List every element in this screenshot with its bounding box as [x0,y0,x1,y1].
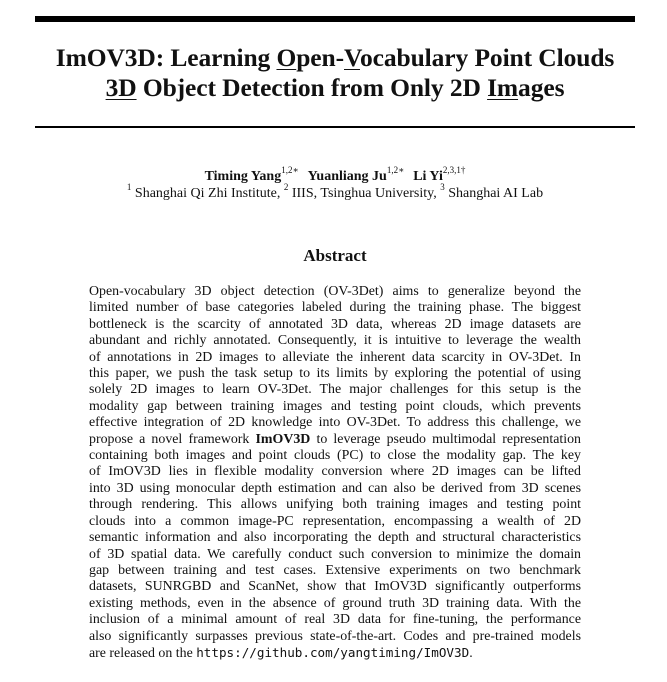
abstract-text: also significantly surpasses previous state-of-the-art. Codes and pre-trained models [89,628,581,644]
author-marks: 2,3,1† [442,165,466,176]
title-segment: ocabulary Point Clouds [359,43,615,72]
abstract-text: gap between training and test cases. Extensive experiments on two benchmark [89,562,581,578]
abstract-line [89,530,581,546]
abstract-line [89,612,581,628]
abstract-line [89,629,581,645]
abstract-text: are released on the [89,645,197,661]
affiliation-name: Shanghai Qi Zhi Institute, [134,186,281,201]
abstract-line [89,300,581,316]
abstract-line [89,579,581,595]
affiliation-mark: 2 [283,182,289,193]
abstract-line [89,284,581,300]
title-segment: Object Detection from Only 2D [136,73,488,102]
abstract-text: existing methods, even in the absence of ground truth 3D training data. With the [89,595,581,611]
abstract-line [89,547,581,563]
author-name: Li Yi [413,169,443,184]
abstract-text: containing both images and point clouds (PC) to close the modality gap. The key [89,448,581,464]
abstract-text: modality gap between training images and testing point clouds, which prevents [89,398,581,414]
title-line-1 [20,43,650,73]
affiliation-name: IIIS, Tsinghua University, [291,186,437,201]
abstract-text: semantic information and also incorporating the depth and structural characteristics [89,530,581,546]
top-rule [35,16,635,22]
title-segment: pen- [296,43,344,72]
abstract-line [89,317,581,333]
abstract-text: clouds into a common image-PC representation, encompassing a wealth of 2D [89,513,581,529]
abstract-line [89,333,581,349]
abstract-text: abundant and richly annotated. Consequently, it is intuitive to leverage the wealth [89,333,581,349]
abstract-text: bottleneck is the scarcity of annotated 3D data, whereas 2D image datasets are [89,316,581,332]
author-marks: 1,2∗ [386,165,405,176]
title-segment: O [276,43,297,72]
abstract-text: into 3D using monocular depth estimation and can also be derived from 3D scenes [89,480,581,496]
code-url-link[interactable]: https://github.com/yangtiming/ImOV3D [196,644,470,660]
title-segment: V [344,43,360,72]
abstract-text: this paper, we push the task setup to its limits by exploring the potential of using [89,366,581,382]
abstract-line [89,464,581,480]
bottom-rule [35,126,635,128]
abstract-text: of annotations in 2D images to alleviate the inherent data scarcity in OV-3Det. In [89,349,581,365]
author-marks: 1,2∗ [281,165,299,176]
abstract-text: solely 2D images to learn OV-3Det. The major challenges for this setup is the [89,382,581,398]
abstract-line [89,382,581,398]
abstract-text: of 3D spatial data. We carefully conduct such conversion to minimize the domain [89,546,581,562]
abstract-text: propose a novel framework [89,431,256,447]
abstract-line [89,399,581,415]
abstract-heading: Abstract [303,246,367,265]
abstract-text: inclusion of a minimal amount of real 3D data for fine-tuning, the performance [89,612,581,628]
abstract-text: . [469,645,473,661]
title-segment: 3D [105,73,137,102]
author-name: Yuanliang Ju [307,169,387,184]
abstract-text: Open-vocabulary 3D object detection (OV-3Det) aims to generalize beyond the [89,284,581,299]
title-segment: ImOV3D: Learning [55,43,277,72]
abstract-text: limited number of base categories labeled during the training phase. The biggest [89,300,581,316]
title-line-2 [20,73,650,103]
abstract-text: through rendering. This allows unifying both training images and testing point [89,497,581,513]
abstract-line [89,432,581,448]
abstract-text: to leverage pseudo multimodal representation [310,431,581,447]
affiliation-name: Shanghai AI Lab [448,186,544,201]
abstract-line [89,645,581,661]
abstract-line [89,514,581,530]
title-segment: Im [487,73,519,102]
title-segment: ages [518,73,565,102]
affiliation-mark: 3 [440,182,445,193]
abstract-text: of ImOV3D lies in flexible modality conversion where 2D images can be lifted [89,464,581,480]
abstract-line [89,596,581,612]
abstract-line [89,366,581,382]
abstract-line [89,481,581,497]
abstract-line [89,563,581,579]
affiliation-list [20,182,650,203]
author-name: Timing Yang [204,169,282,184]
abstract-body [89,284,581,661]
abstract-line [89,415,581,431]
author-list [20,165,650,186]
framework-name: ImOV3D [255,431,311,447]
abstract-line [89,350,581,366]
abstract-text: effective integration of 2D knowledge into OV-3Det. To address this challenge, we [89,415,581,431]
paper-title [20,43,650,103]
affiliation-mark: 1 [126,182,132,193]
abstract-text: datasets, SUNRGBD and ScanNet, show that ImOV3D significantly outperforms [89,579,581,595]
abstract-line [89,448,581,464]
abstract-line [89,497,581,513]
